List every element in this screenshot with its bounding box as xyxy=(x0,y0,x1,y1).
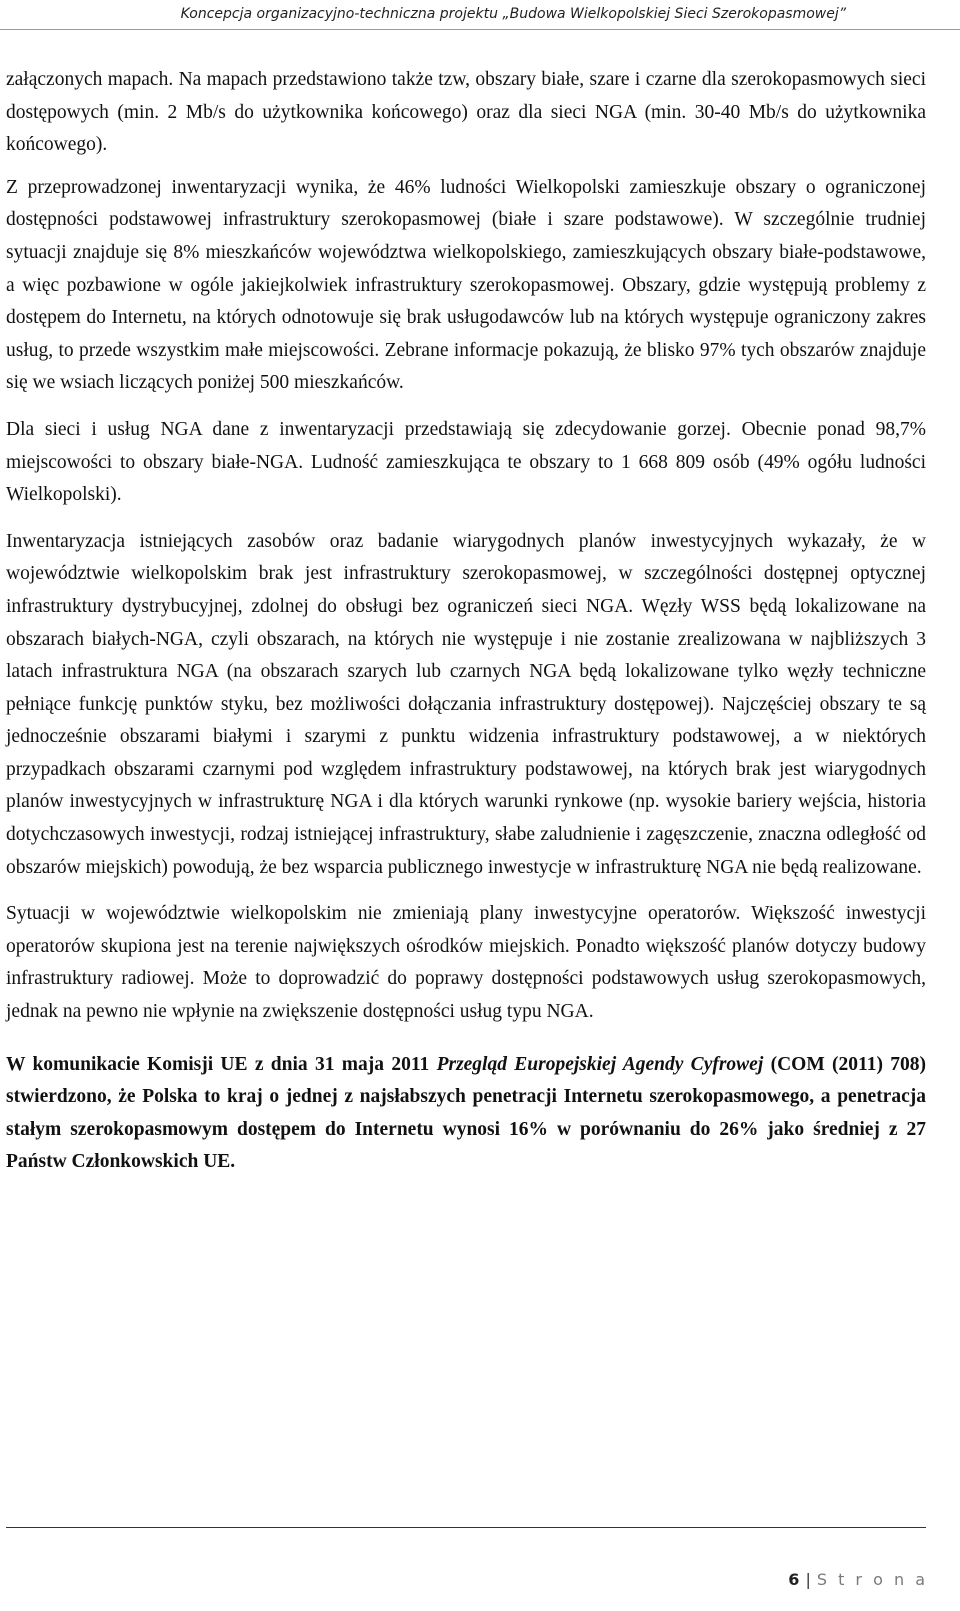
paragraph-nga: Dla sieci i usług NGA dane z inwentaryzacji przedstawiają się zdecydowanie gorzej. Obecnie ponad 98,7% miejscowości to obszary białe-NGA. Ludność zamieszkująca te obszary to 1 668 809 osób (49% ogółu ludności Wielkopolski). xyxy=(6,418,926,506)
page-label: S t r o n a xyxy=(816,1570,928,1589)
paragraph-operators: Sytuacji w województwie wielkopolskim nie zmieniają plany inwestycyjne operatorów. Większość inwestycji operatorów skupiona jest na terenie największych ośrodków miejskich. Ponadto większość planów dotyczy budowy infrastruktury radiowej. Może to doprowadzić do poprawy dostępności podstawowych usług szerokopasmowych, jednak na pewno nie wpłynie na zwiększenie dostępności usług typu NGA. xyxy=(6,903,926,1023)
paragraph-wss-nodes: Inwentaryzacja istniejących zasobów oraz badanie wiarygodnych planów inwestycyjnych wykazały, że w województwie wielkopolskim brak jest infrastruktury szerokopasmowej, w szczególności dostępnej optycznej infrastruktury dystrybucyjnej, zdolnej do obsługi bez ograniczeń sieci NGA. Węzły WSS będą lokalizowane na obszarach białych-NGA, czyli obszarach, na których nie występuje i nie zostanie zrealizowana w najbliższych 3 latach infrastruktura NGA (na obszarach szarych lub czarnych NGA będą lokalizowane tylko węzły techniczne pełniące funkcję punktów styku, bez możliwości dołączania infrastruktury dostępowej). Najczęściej obszary te są jednocześnie obszarami białymi i szarymi z punktu widzenia infrastruktury podstawowej, a w niektórych przypadkach obszarami czarnymi pod względem infrastruktury podstawowej, na których brak jest wiarygodnych planów inwestycyjnych w infrastrukturę NGA i dla których warunki rynkowe (np. wysokie bariery wejścia, historia dotychczasowych inwestycji, rodzaj istniejącej infrastruktury, słabe zaludnienie i zagęszczenie, znaczna odległość od obszarów miejskich) powodują, że bez wsparcia publicznego inwestycje w infrastrukturę NGA nie będą realizowane. xyxy=(6,530,926,878)
eu-text-end: (COM (2011) 708) stwierdzono, że Polska to kraj o jednej z najsłabszych penetracji Internetu szerokopasmowego, a penetracja stałym szerokopasmowym dostępem do Internetu wynosi 16% w porównaniu do 26% jako średniej z 27 Państw Członkowskich UE. xyxy=(6,1053,927,1173)
paragraph-intro: załączonych mapach. Na mapach przedstawiono także tzw, obszary białe, szare i czarne dla szerokopasmowych sieci dostępowych (min. 2 Mb/s do użytkownika końcowego) oraz dla sieci NGA (min. 30-40 Mb/s do użytkownika końcowego). xyxy=(6,69,926,156)
eu-text-start: W komunikacie Komisji UE z dnia 31 maja 2011 xyxy=(6,1053,437,1075)
document-body xyxy=(6,64,926,1193)
footer-divider xyxy=(6,1527,926,1528)
header-divider xyxy=(0,29,960,30)
header-title: Koncepcja organizacyjno-techniczna projektu „Budowa Wielkopolskiej Sieci Szerokopasmowej” xyxy=(180,6,846,22)
page-header xyxy=(0,0,960,30)
eu-agenda-title: Przegląd Europejskiej Agendy Cyfrowej xyxy=(436,1053,764,1075)
page-number: 6 xyxy=(788,1570,800,1589)
paragraph-inventory: Z przeprowadzonej inwentaryzacji wynika, że 46% ludności Wielkopolski zamieszkuje obszary o ograniczonej dostępności podstawowej infrastruktury szerokopasmowej (białe i szare podstawowe). W szczególnie trudniej sytuacji znajduje się 8% mieszkańców województwa wielkopolskiego, zamieszkujących obszary białe-podstawowe, a więc pozbawione w ogóle jakiejkolwiek infrastruktury szerokopasmowej. Obszary, gdzie występują problemy z dostępem do Internetu, na których odnotowuje się brak usługodawców lub na których występuje ograniczony zakres usług, to przede wszystkim małe miejscowości. Zebrane informacje pokazują, że blisko 97% tych obszarów znajduje się we wsiach liczących poniżej 500 mieszkańców. xyxy=(6,176,926,394)
footer-separator: | xyxy=(805,1570,811,1589)
page-footer xyxy=(788,1570,928,1589)
paragraph-eu-communication xyxy=(6,1049,926,1179)
